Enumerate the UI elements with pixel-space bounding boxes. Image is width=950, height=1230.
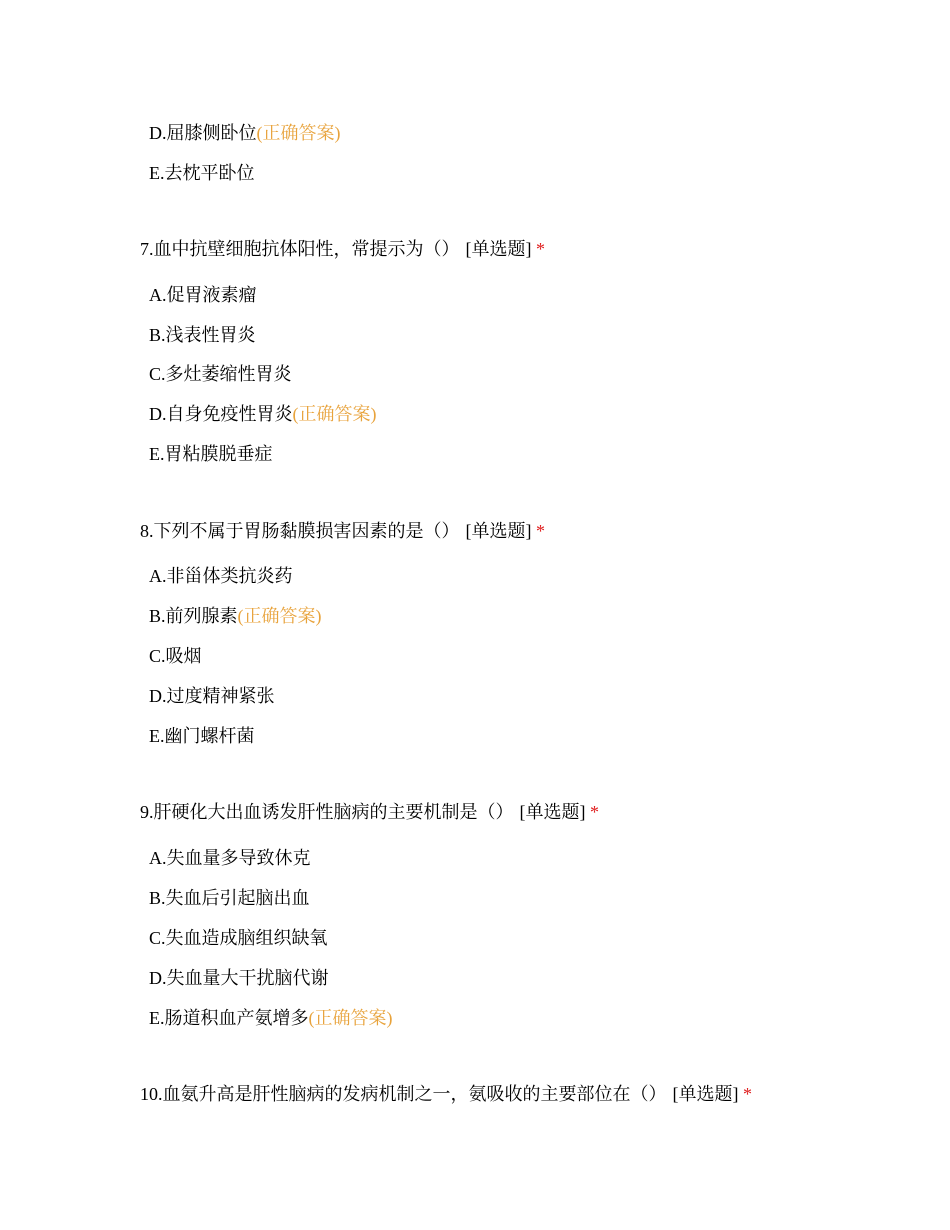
option-item — [149, 122, 341, 144]
required-marker: * — [536, 239, 545, 259]
option-item — [149, 967, 329, 989]
option-label: D.过度精神紧张 — [149, 686, 275, 706]
required-marker: * — [536, 521, 545, 541]
option-item — [149, 284, 257, 306]
question-text: 8.下列不属于胃肠黏膜损害因素的是（） — [140, 521, 460, 541]
required-marker: * — [590, 802, 599, 822]
option-item — [149, 363, 292, 385]
correct-answer-marker: (正确答案) — [308, 1008, 393, 1028]
option-label: D.自身免疫性胃炎 — [149, 404, 293, 424]
option-item — [149, 605, 322, 627]
question-text: 7.血中抗壁细胞抗体阳性，常提示为（） — [140, 239, 460, 259]
option-item — [149, 1007, 393, 1029]
option-label: E.胃粘膜脱垂症 — [149, 444, 273, 464]
required-marker: * — [743, 1084, 752, 1104]
option-item — [149, 443, 273, 465]
option-item — [149, 324, 256, 346]
question-type: [单选题] — [519, 802, 586, 822]
option-label: C.吸烟 — [149, 646, 202, 666]
question-stem — [140, 520, 545, 542]
option-label: C.多灶萎缩性胃炎 — [149, 364, 292, 384]
question-stem — [140, 1083, 752, 1105]
option-label: B.前列腺素 — [149, 606, 238, 626]
question-type: [单选题] — [672, 1084, 739, 1104]
question-text: 10.血氨升高是肝性脑病的发病机制之一，氨吸收的主要部位在（） — [140, 1084, 667, 1104]
correct-answer-marker: (正确答案) — [292, 404, 377, 424]
option-label: D.失血量大干扰脑代谢 — [149, 968, 329, 988]
option-label: B.失血后引起脑出血 — [149, 888, 310, 908]
option-item — [149, 685, 275, 707]
option-label: E.肠道积血产氨增多 — [149, 1008, 309, 1028]
option-label: D.屈膝侧卧位 — [149, 123, 257, 143]
option-label: C.失血造成脑组织缺氧 — [149, 928, 328, 948]
option-item — [149, 725, 255, 747]
option-label: A.促胃液素瘤 — [149, 285, 257, 305]
question-stem — [140, 801, 599, 823]
option-item — [149, 847, 311, 869]
option-item — [149, 162, 255, 184]
option-item — [149, 565, 293, 587]
option-label: E.幽门螺杆菌 — [149, 726, 255, 746]
option-label: E.去枕平卧位 — [149, 163, 255, 183]
option-item — [149, 887, 310, 909]
option-label: A.失血量多导致休克 — [149, 848, 311, 868]
question-stem — [140, 238, 545, 260]
option-label: B.浅表性胃炎 — [149, 325, 256, 345]
question-type: [单选题] — [465, 521, 532, 541]
question-type: [单选题] — [465, 239, 532, 259]
option-label: A.非甾体类抗炎药 — [149, 566, 293, 586]
option-item — [149, 645, 202, 667]
option-item — [149, 927, 328, 949]
correct-answer-marker: (正确答案) — [256, 123, 341, 143]
correct-answer-marker: (正确答案) — [237, 606, 322, 626]
question-text: 9.肝硬化大出血诱发肝性脑病的主要机制是（） — [140, 802, 514, 822]
option-item — [149, 403, 377, 425]
